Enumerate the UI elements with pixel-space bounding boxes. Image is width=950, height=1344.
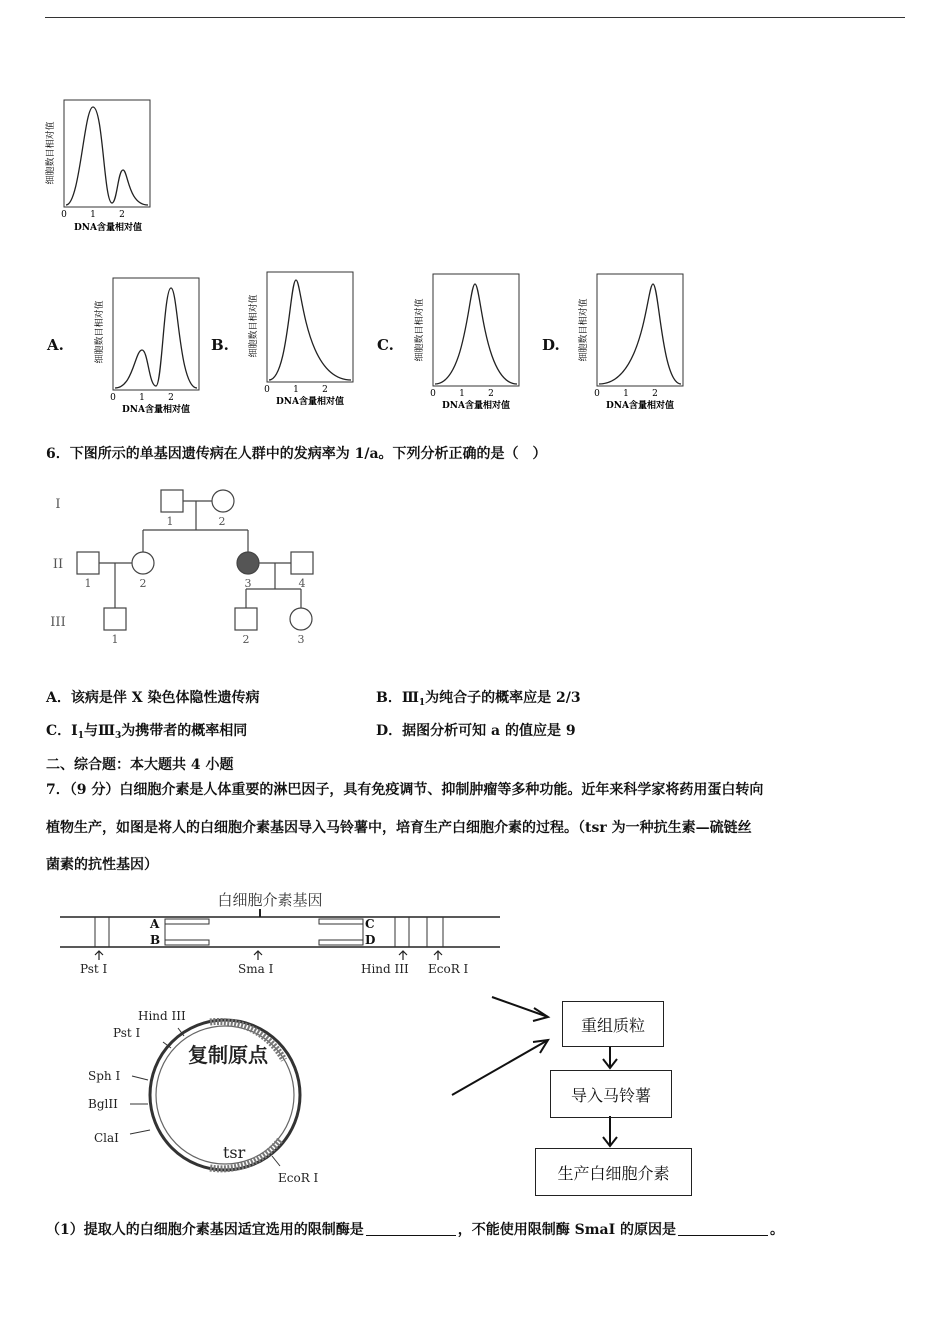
pedigree-male-II4 (291, 552, 313, 574)
distribution-curve (115, 288, 197, 388)
tsr-label: tsr (223, 1143, 246, 1162)
plasmid-site-label: Pst I (113, 1026, 141, 1040)
pedigree-number: 4 (298, 577, 306, 590)
pedigree-female-I2 (212, 490, 234, 512)
option-d-letter: D. (542, 336, 560, 354)
plasmid-site-label: EcoR I (278, 1171, 319, 1185)
pedigree-male-III2 (235, 608, 257, 630)
x-axis-label: DNA含量相对值 (441, 401, 511, 411)
flow-box-recombinant-plasmid: 重组质粒 (562, 1001, 664, 1047)
gene-dna-diagram (55, 885, 505, 980)
tick-label: 0 (110, 393, 116, 403)
pedigree-number: 2 (139, 577, 147, 590)
distribution-curve (269, 280, 351, 380)
pedigree-number: 3 (297, 633, 305, 646)
option-b-chart (242, 266, 367, 408)
enzyme-label: Hind III (361, 962, 409, 976)
dna-title: 白细胞介素基因 (217, 891, 323, 909)
pedigree-male-III1 (104, 608, 126, 630)
q7-text-line2: 植物生产，如图是将人的白细胞介素基因导入马铃薯中，培育生产白细胞介素的过程。（tsr 为一种抗生素—硫链丝 (46, 820, 752, 836)
x-axis-label: DNA含量相对值 (121, 405, 191, 415)
tick-label: 1 (90, 210, 96, 220)
primer-label: A (150, 917, 160, 931)
tick-label: 0 (430, 389, 436, 399)
pedigree-male-I1 (161, 490, 183, 512)
option-c-chart (408, 268, 533, 412)
pedigree-female-II2 (132, 552, 154, 574)
tick-label: 2 (119, 210, 125, 220)
primer-label: C (365, 917, 375, 931)
pedigree-number: 3 (244, 577, 252, 590)
tick-label: 0 (594, 389, 600, 399)
chart-frame (433, 274, 519, 386)
q7-sub1: （1）提取人的白细胞介素基因适宜选用的限制酶是 ，不能使用限制酶 SmaI 的原因是 。 (46, 1222, 785, 1238)
header-rule (45, 17, 905, 18)
plasmid-site-label: Hind III (138, 1009, 186, 1023)
pedigree-number: 2 (218, 515, 226, 528)
plasmid-site-label: BglII (88, 1097, 118, 1111)
answer-blank[interactable] (366, 1221, 456, 1236)
top-dna-chart (40, 95, 165, 240)
tick-label: 1 (623, 389, 629, 399)
q6-option-d: D．据图分析可知 a 的值应是 9 (376, 723, 576, 739)
pedigree-number: 2 (242, 633, 250, 646)
q6-stem: 6．下图所示的单基因遗传病在人群中的发病率为 1/a。下列分析正确的是（ ） (46, 446, 547, 462)
enzyme-label: Sma I (238, 962, 274, 976)
q6-option-c: C．$Ⅰ_1$与$Ⅲ_3$为携带者的概率相同 (46, 723, 248, 741)
pedigree-number: 1 (84, 577, 92, 590)
generation-label: III (50, 615, 66, 630)
distribution-curve (599, 284, 681, 384)
x-axis-label: DNA含量相对值 (605, 401, 675, 411)
tick-label: 0 (264, 385, 270, 395)
q6-option-b: B．$Ⅲ_1$为纯合子的概率应是 2/3 (376, 690, 581, 708)
y-axis-label: 细胞数目相对值 (415, 298, 425, 362)
primer-label: D (365, 933, 376, 947)
q6-option-a: A．该病是伴 X 染色体隐性遗传病 (46, 690, 260, 706)
flow-box-produce-interleukin: 生产白细胞介素 (535, 1148, 692, 1196)
plasmid-site-label: ClaI (94, 1131, 119, 1145)
origin-label: 复制原点 (188, 1043, 268, 1067)
tick-label: 2 (652, 389, 658, 399)
distribution-curve (435, 284, 517, 384)
y-axis-label: 细胞数目相对值 (95, 300, 105, 364)
option-a-chart (88, 270, 213, 418)
tick-label: 2 (322, 385, 328, 395)
pedigree-affected-female-II3 (237, 552, 259, 574)
pedigree-number: 1 (166, 515, 174, 528)
section-heading: 二、综合题：本大题共 4 小题 (46, 757, 234, 773)
x-axis-label: DNA含量相对值 (73, 223, 143, 233)
q7-text-line3: 菌素的抗性基因） (46, 857, 158, 873)
pedigree-chart (40, 478, 340, 653)
plasmid-diagram (80, 1000, 340, 1195)
option-a-letter: A. (47, 336, 64, 354)
generation-label: I (55, 497, 61, 512)
y-axis-label: 细胞数目相对值 (46, 121, 56, 185)
tick-label: 1 (139, 393, 145, 403)
q7-text-line1: 7．（9 分）白细胞介素是人体重要的淋巴因子，具有免疫调节、抑制肿瘤等多种功能。近年来科学家将药用蛋白转向 (46, 782, 764, 798)
enzyme-label: EcoR I (428, 962, 469, 976)
tick-label: 2 (488, 389, 494, 399)
answer-blank[interactable] (678, 1221, 768, 1236)
generation-label: II (52, 557, 64, 572)
option-d-chart (572, 268, 697, 412)
x-axis-label: DNA含量相对值 (275, 397, 345, 407)
plasmid-site-label: Sph I (88, 1069, 121, 1083)
enzyme-label: Pst I (80, 962, 108, 976)
pedigree-number: 1 (111, 633, 119, 646)
tick-label: 1 (459, 389, 465, 399)
y-axis-label: 细胞数目相对值 (249, 294, 259, 358)
flow-box-transfer-potato: 导入马铃薯 (550, 1070, 672, 1118)
pedigree-female-III3 (290, 608, 312, 630)
pedigree-male-II1 (77, 552, 99, 574)
tick-label: 1 (293, 385, 299, 395)
option-c-letter: C. (377, 336, 394, 354)
option-b-letter: B. (211, 336, 229, 354)
tick-label: 0 (61, 210, 67, 220)
primer-label: B (150, 933, 161, 947)
tick-label: 2 (168, 393, 174, 403)
distribution-curve (66, 107, 148, 205)
y-axis-label: 细胞数目相对值 (579, 298, 589, 362)
